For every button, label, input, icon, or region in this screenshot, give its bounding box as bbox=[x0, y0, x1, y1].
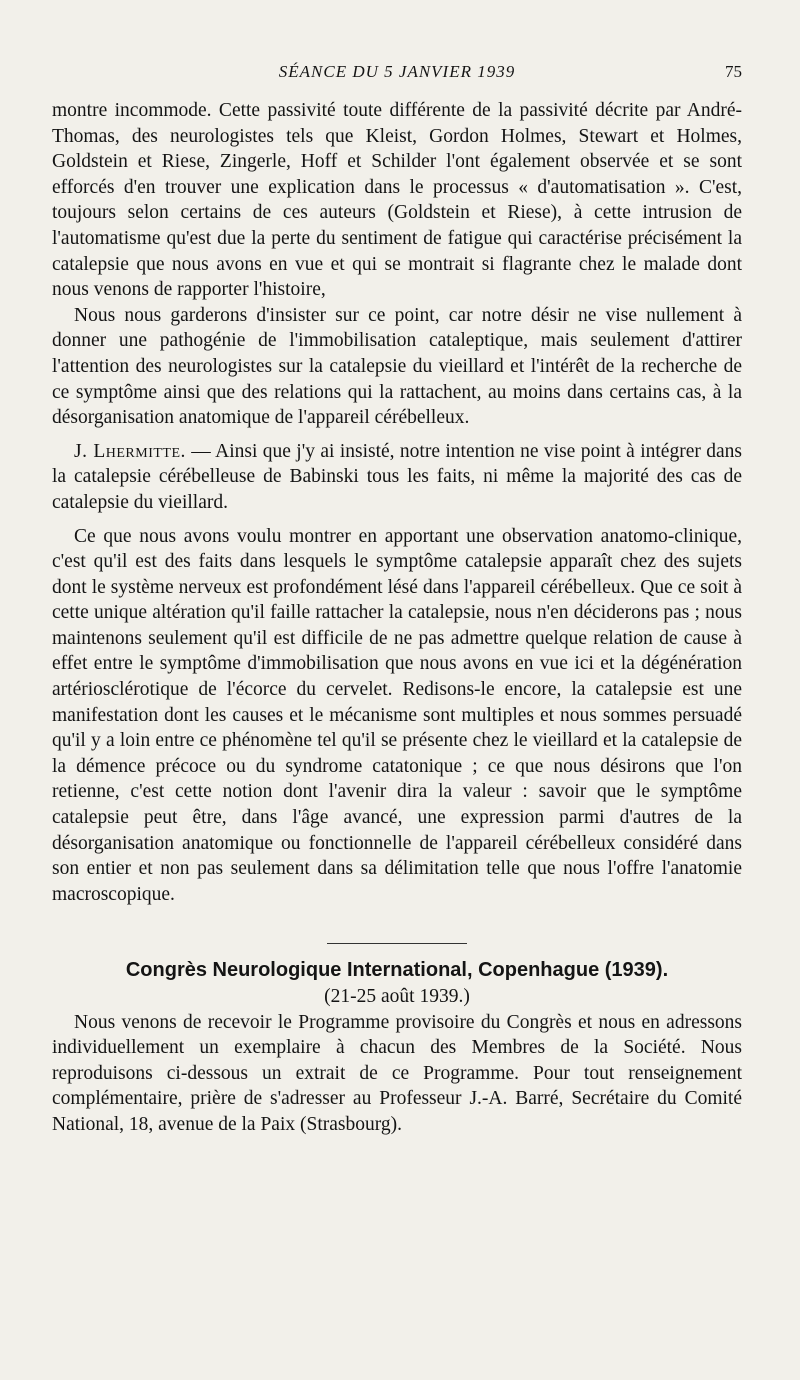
section-paragraph: Nous venons de recevoir le Programme provisoire du Congrès et nous en adressons individuellement un exemplaire à chacun des Membres de la Société. Nous reproduisons ci-dessous un extrait de ce Programme. Pour tout renseignement complémentaire, prière de s'adresser au Professeur J.-A. Barré, Secrétaire du Comité National, 18, avenue de la Paix (Strasbourg). bbox=[52, 1011, 742, 1135]
page-header bbox=[52, 62, 742, 88]
section-divider bbox=[327, 943, 467, 944]
paragraph-continuation: montre incommode. Cette passivité toute différente de la passivité décrite par André-Thomas, des neurologistes tels que Kleist, Gordon Holmes, Stewart et Holmes, Goldstein et Riese, Zingerle, Hoff et Schilder l'ont également observée et se sont efforcés d'en trouver une explication dans le processus « d'automatisation ». C'est, toujours selon certains de ces auteurs (Goldstein et Riese), à cette intrusion de l'automatisme qu'est due la perte du sentiment de fatigue qui caractérise précisément la catalepsie que nous avons en vue et qui se montrait si flagrante chez le malade dont nous venons de rapporter l'histoire, bbox=[52, 100, 742, 301]
paragraph: Ce que nous avons voulu montrer en apportant une observation anatomo-clinique, c'est qu'il est des faits dans lesquels le symptôme catalepsie apparaît chez des sujets dont le système nerveux est profondément lésé dans l'appareil cérébelleux. Que ce soit à cette unique altération qu'il faille rattacher la catalepsie, nous n'en déciderons pas ; nous maintenons seulement qu'il est difficile de ne pas admettre quelque relation de cause à effet entre le symptôme d'immobilisation que nous avons en vue ici et la dégénération artériosclérotique de l'écorce du cervelet. Redisons-le encore, la catalepsie est une manifestation dont les causes et le mécanisme sont multiples et nous sommes persuadé qu'il y a loin entre ce phénomène tel qu'il se présente chez le vieillard et la catalepsie de la démence précoce ou du syndrome catatonique ; ce que nous désirons que l'on retienne, c'est cette notion dont l'avenir dira la valeur : savoir que le symptôme catalepsie peut être, dans l'âge avancé, une expression parmi d'autres de la désorganisation anatomique ou fonctionnelle de l'appareil cérébelleux considéré dans son entier et non pas seulement dans sa délimitation telle que nous l'offre l'anatomie macroscopique. bbox=[52, 525, 742, 905]
paragraph-speaker bbox=[52, 439, 742, 516]
paragraph: Nous nous garderons d'insister sur ce point, car notre désir ne vise nullement à donner une pathogénie de l'immobilisation cataleptique, mais seulement d'attirer l'attention des neurologistes sur la catalepsie du vieillard et l'intérêt de la recherche de ce symptôme ainsi que des relations qui la rattachent, au moins dans certains cas, à la désorganisation anatomique de l'appareil cérébelleux. bbox=[52, 304, 742, 429]
speaker-text: — Ainsi que j'y ai insisté, notre intention ne vise point à intégrer dans la catalepsie cérébelleuse de Babinski tous les faits, ni même la majorité des cas de catalepsie du vieillard. bbox=[52, 440, 742, 513]
speaker-name: J. Lhermitte. bbox=[74, 440, 186, 462]
running-title: SÉANCE DU 5 JANVIER 1939 bbox=[278, 62, 516, 81]
section-title: Congrès Neurologique International, Copenhague (1939). bbox=[125, 959, 669, 982]
section-subtitle: (21-25 août 1939.) bbox=[324, 986, 470, 1007]
page-number: 75 bbox=[725, 62, 742, 81]
body-text bbox=[52, 98, 742, 1138]
